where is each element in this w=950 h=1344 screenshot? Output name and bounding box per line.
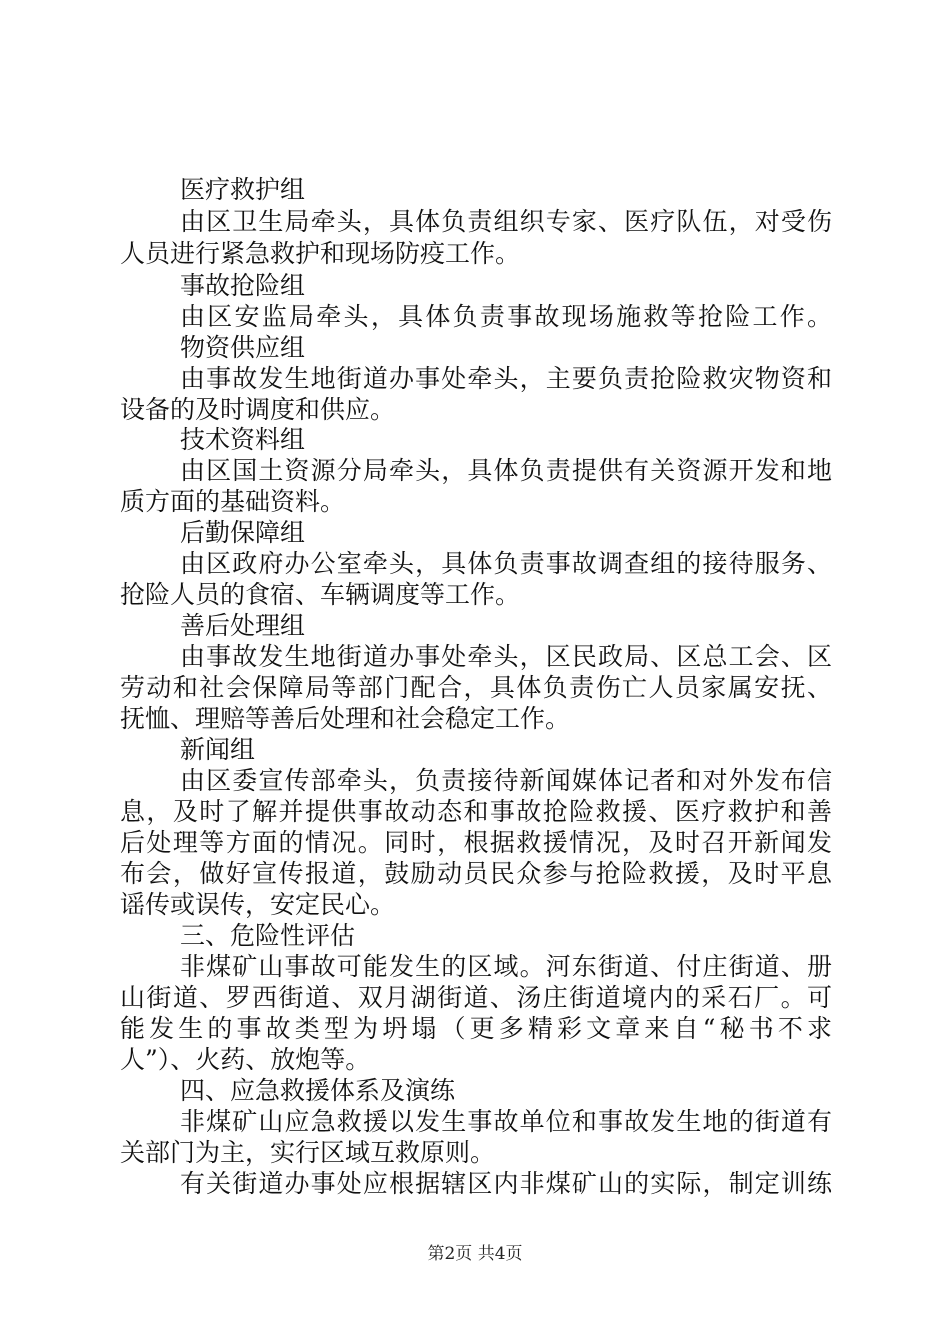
paragraph-line: 能发生的事故类型为坍塌（更多精彩文章来自“秘书不求 — [120, 1014, 832, 1043]
section-heading-accident-rescue: 事故抢险组 — [180, 271, 306, 300]
paragraph-line: 由事故发生地街道办事处牵头，主要负责抢险救灾物资和 — [180, 364, 832, 393]
paragraph-line: 由区卫生局牵头，具体负责组织专家、医疗队伍，对受伤 — [180, 207, 832, 236]
section-heading-news: 新闻组 — [180, 735, 256, 764]
section-heading-logistics: 后勤保障组 — [180, 518, 306, 547]
section-heading-technical-data: 技术资料组 — [180, 425, 306, 454]
paragraph-line: 抢险人员的食宿、车辆调度等工作。 — [120, 580, 521, 609]
paragraph-line: 由区政府办公室牵头，具体负责事故调查组的接待服务、 — [180, 549, 832, 578]
paragraph-line: 人员进行紧急救护和现场防疫工作。 — [120, 239, 521, 268]
section-heading-aftermath: 善后处理组 — [180, 611, 306, 640]
paragraph-line: 后处理等方面的情况。同时，根据救援情况，及时召开新闻发 — [120, 828, 832, 857]
paragraph-line: 布会，做好宣传报道，鼓励动员民众参与抢险救援，及时平息 — [120, 859, 832, 888]
paragraph-line: 关部门为主，实行区域互救原则。 — [120, 1138, 496, 1167]
paragraph-line: 质方面的基础资料。 — [120, 487, 346, 516]
paragraph-line: 由区国土资源分局牵头，具体负责提供有关资源开发和地 — [180, 456, 832, 485]
section-heading-material-supply: 物资供应组 — [180, 333, 306, 362]
paragraph-line: 劳动和社会保障局等部门配合，具体负责伤亡人员家属安抚、 — [120, 673, 832, 702]
paragraph-line: 息，及时了解并提供事故动态和事故抢险救援、医疗救护和善 — [120, 797, 832, 826]
section-heading-medical-rescue: 医疗救护组 — [180, 175, 306, 204]
paragraph-line: 谣传或误传，安定民心。 — [120, 890, 396, 919]
paragraph-line: 山街道、罗西街道、双月湖街道、汤庄街道境内的采石厂。可 — [120, 983, 832, 1012]
paragraph-line: 非煤矿山应急救援以发生事故单位和事故发生地的街道有 — [180, 1107, 832, 1136]
section-heading-risk-assessment: 三、危险性评估 — [180, 921, 356, 950]
paragraph-line: 由区安监局牵头，具体负责事故现场施救等抢险工作。 — [180, 302, 832, 331]
paragraph-line: 由区委宣传部牵头，负责接待新闻媒体记者和对外发布信 — [180, 766, 832, 795]
paragraph-line: 由事故发生地街道办事处牵头，区民政局、区总工会、区 — [180, 642, 832, 671]
paragraph-line: 设备的及时调度和供应。 — [120, 395, 396, 424]
section-heading-emergency-system: 四、应急救援体系及演练 — [180, 1076, 456, 1105]
page-number-footer: 第2页 共4页 — [427, 1244, 523, 1264]
paragraph-line: 有关街道办事处应根据辖区内非煤矿山的实际，制定训练 — [180, 1169, 832, 1198]
paragraph-line: 非煤矿山事故可能发生的区域。河东街道、付庄街道、册 — [180, 952, 832, 981]
paragraph-line: 人”）、火药、放炮等。 — [120, 1045, 371, 1074]
paragraph-line: 抚恤、理赔等善后处理和社会稳定工作。 — [120, 704, 571, 733]
